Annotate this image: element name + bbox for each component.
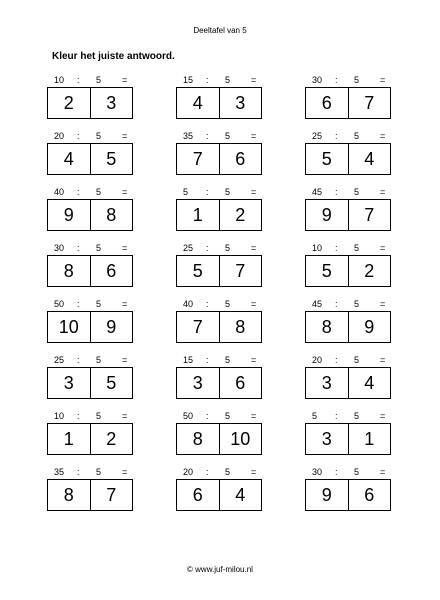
answer-choice[interactable]: 4 xyxy=(348,144,391,174)
division-exercise xyxy=(305,243,391,299)
division-exercise xyxy=(305,411,391,467)
answer-box xyxy=(305,311,391,343)
equals-sign: = xyxy=(251,243,257,253)
answer-choice[interactable]: 1 xyxy=(192,204,203,225)
answer-box xyxy=(47,423,133,455)
divisor: 5 xyxy=(96,187,102,197)
divisor: 5 xyxy=(225,355,231,365)
answer-choice[interactable]: 4 xyxy=(219,480,262,510)
answer-choice[interactable]: 9 xyxy=(321,204,332,225)
answer-box xyxy=(176,199,262,231)
answer-choice[interactable]: 2 xyxy=(219,200,262,230)
equation-row xyxy=(305,75,391,87)
dividend: 40 xyxy=(54,187,65,197)
equals-sign: = xyxy=(380,355,386,365)
equation-row xyxy=(47,467,133,479)
equals-sign: = xyxy=(251,355,257,365)
answer-choice[interactable]: 7 xyxy=(219,256,262,286)
answer-choice[interactable]: 8 xyxy=(219,312,262,342)
answer-box xyxy=(176,87,262,119)
dividend: 20 xyxy=(312,355,323,365)
answer-choice[interactable]: 4 xyxy=(63,148,74,169)
equation-row xyxy=(305,131,391,143)
dividend: 5 xyxy=(312,411,318,421)
answer-choice[interactable]: 5 xyxy=(321,260,332,281)
divisor: 5 xyxy=(225,243,231,253)
dividend: 10 xyxy=(54,75,65,85)
division-exercise xyxy=(176,299,262,355)
equation-row xyxy=(305,411,391,423)
division-exercise xyxy=(176,355,262,411)
answer-box xyxy=(47,199,133,231)
answer-choice[interactable]: 9 xyxy=(90,312,133,342)
answer-box xyxy=(47,479,133,511)
dividend: 45 xyxy=(312,299,323,309)
answer-choice[interactable]: 1 xyxy=(63,428,74,449)
divide-sign: : xyxy=(335,75,338,85)
divisor: 5 xyxy=(96,243,102,253)
equals-sign: = xyxy=(122,187,128,197)
division-exercise xyxy=(176,467,262,523)
dividend: 20 xyxy=(54,131,65,141)
equals-sign: = xyxy=(122,299,128,309)
answer-choice[interactable]: 6 xyxy=(192,484,203,505)
dividend: 35 xyxy=(54,467,65,477)
dividend: 25 xyxy=(312,131,323,141)
answer-choice[interactable]: 3 xyxy=(192,372,203,393)
equals-sign: = xyxy=(380,75,386,85)
division-exercise xyxy=(176,131,262,187)
divide-sign: : xyxy=(206,355,209,365)
divisor: 5 xyxy=(354,75,360,85)
answer-choice[interactable]: 9 xyxy=(63,204,74,225)
dividend: 25 xyxy=(54,355,65,365)
answer-choice[interactable]: 9 xyxy=(321,484,332,505)
equation-row xyxy=(176,467,262,479)
divide-sign: : xyxy=(335,131,338,141)
divide-sign: : xyxy=(206,131,209,141)
equals-sign: = xyxy=(122,411,128,421)
answer-box xyxy=(305,143,391,175)
answer-choice[interactable]: 3 xyxy=(63,372,74,393)
answer-choice[interactable]: 5 xyxy=(192,260,203,281)
answer-choice[interactable]: 4 xyxy=(192,92,203,113)
equals-sign: = xyxy=(251,411,257,421)
answer-choice[interactable]: 6 xyxy=(348,480,391,510)
divide-sign: : xyxy=(206,75,209,85)
equation-row xyxy=(47,187,133,199)
answer-box xyxy=(305,423,391,455)
division-exercise xyxy=(47,299,133,355)
divide-sign: : xyxy=(77,411,80,421)
divide-sign: : xyxy=(77,243,80,253)
answer-choice[interactable]: 3 xyxy=(219,88,262,118)
answer-choice[interactable]: 1 xyxy=(348,424,391,454)
divide-sign: : xyxy=(77,467,80,477)
equals-sign: = xyxy=(251,187,257,197)
dividend: 10 xyxy=(312,243,323,253)
answer-choice[interactable]: 2 xyxy=(90,424,133,454)
divisor: 5 xyxy=(96,131,102,141)
answer-choice[interactable]: 10 xyxy=(58,316,79,337)
divisor: 5 xyxy=(354,355,360,365)
division-exercise xyxy=(47,243,133,299)
divide-sign: : xyxy=(335,355,338,365)
answer-box xyxy=(305,199,391,231)
equation-row xyxy=(305,299,391,311)
division-exercise xyxy=(305,299,391,355)
equals-sign: = xyxy=(251,299,257,309)
answer-choice[interactable]: 9 xyxy=(348,312,391,342)
answer-choice[interactable]: 8 xyxy=(192,428,203,449)
answer-box xyxy=(47,87,133,119)
division-exercise xyxy=(176,243,262,299)
equals-sign: = xyxy=(380,411,386,421)
answer-choice[interactable]: 6 xyxy=(90,256,133,286)
dividend: 40 xyxy=(183,299,194,309)
division-exercise xyxy=(47,411,133,467)
answer-choice[interactable]: 8 xyxy=(63,484,74,505)
answer-choice[interactable]: 6 xyxy=(219,144,262,174)
division-exercise xyxy=(176,75,262,131)
answer-choice[interactable]: 8 xyxy=(90,200,133,230)
divisor: 5 xyxy=(225,411,231,421)
answer-choice[interactable]: 3 xyxy=(90,88,133,118)
answer-choice[interactable]: 10 xyxy=(219,424,262,454)
division-exercise xyxy=(47,75,133,131)
divisor: 5 xyxy=(96,299,102,309)
equals-sign: = xyxy=(122,131,128,141)
answer-choice[interactable]: 4 xyxy=(348,368,391,398)
answer-choice[interactable]: 6 xyxy=(321,92,332,113)
equals-sign: = xyxy=(380,299,386,309)
answer-box xyxy=(47,255,133,287)
divisor: 5 xyxy=(96,75,102,85)
answer-box xyxy=(176,423,262,455)
answer-box xyxy=(176,367,262,399)
equation-row xyxy=(176,187,262,199)
divisor: 5 xyxy=(225,299,231,309)
dividend: 15 xyxy=(183,355,194,365)
division-exercise xyxy=(47,131,133,187)
divisor: 5 xyxy=(225,187,231,197)
divide-sign: : xyxy=(206,467,209,477)
equation-row xyxy=(176,299,262,311)
divisor: 5 xyxy=(354,243,360,253)
dividend: 30 xyxy=(312,75,323,85)
divide-sign: : xyxy=(77,355,80,365)
equation-row xyxy=(176,355,262,367)
division-exercise xyxy=(47,187,133,243)
answer-choice[interactable]: 2 xyxy=(63,92,74,113)
equals-sign: = xyxy=(122,467,128,477)
answer-box xyxy=(47,143,133,175)
division-exercise xyxy=(47,467,133,523)
answer-choice[interactable]: 2 xyxy=(348,256,391,286)
answer-choice[interactable]: 7 xyxy=(348,88,391,118)
equation-row xyxy=(47,131,133,143)
dividend: 10 xyxy=(54,411,65,421)
divide-sign: : xyxy=(335,243,338,253)
answer-box xyxy=(176,255,262,287)
equals-sign: = xyxy=(122,243,128,253)
answer-choice[interactable]: 7 xyxy=(90,480,133,510)
answer-box xyxy=(47,311,133,343)
answer-choice[interactable]: 8 xyxy=(321,316,332,337)
divide-sign: : xyxy=(206,187,209,197)
divide-sign: : xyxy=(335,467,338,477)
equals-sign: = xyxy=(122,75,128,85)
answer-box xyxy=(176,479,262,511)
equation-row xyxy=(47,355,133,367)
divide-sign: : xyxy=(206,243,209,253)
dividend: 30 xyxy=(54,243,65,253)
divisor: 5 xyxy=(96,467,102,477)
divide-sign: : xyxy=(335,187,338,197)
divide-sign: : xyxy=(77,299,80,309)
division-exercise xyxy=(176,411,262,467)
answer-choice[interactable]: 7 xyxy=(348,200,391,230)
equation-row xyxy=(305,187,391,199)
divisor: 5 xyxy=(225,75,231,85)
division-exercise xyxy=(305,75,391,131)
division-exercise xyxy=(305,131,391,187)
divisor: 5 xyxy=(354,187,360,197)
divide-sign: : xyxy=(206,411,209,421)
answer-box xyxy=(305,87,391,119)
division-exercise xyxy=(305,467,391,523)
answer-box xyxy=(176,311,262,343)
equation-row xyxy=(305,467,391,479)
answer-choice[interactable]: 5 xyxy=(90,144,133,174)
answer-choice[interactable]: 3 xyxy=(321,372,332,393)
divide-sign: : xyxy=(206,299,209,309)
answer-choice[interactable]: 8 xyxy=(63,260,74,281)
equation-row xyxy=(47,411,133,423)
divide-sign: : xyxy=(335,299,338,309)
equals-sign: = xyxy=(122,355,128,365)
dividend: 50 xyxy=(183,411,194,421)
divisor: 5 xyxy=(354,131,360,141)
equation-row xyxy=(305,355,391,367)
equals-sign: = xyxy=(380,187,386,197)
equation-row xyxy=(176,411,262,423)
equation-row xyxy=(47,243,133,255)
divisor: 5 xyxy=(96,355,102,365)
division-exercise xyxy=(176,187,262,243)
divide-sign: : xyxy=(335,411,338,421)
divide-sign: : xyxy=(77,131,80,141)
equals-sign: = xyxy=(251,75,257,85)
dividend: 25 xyxy=(183,243,194,253)
divisor: 5 xyxy=(225,467,231,477)
answer-choice[interactable]: 3 xyxy=(321,428,332,449)
answer-box xyxy=(176,143,262,175)
answer-box xyxy=(305,479,391,511)
equation-row xyxy=(176,131,262,143)
divisor: 5 xyxy=(354,299,360,309)
equation-row xyxy=(176,243,262,255)
answer-choice[interactable]: 6 xyxy=(219,368,262,398)
equals-sign: = xyxy=(380,243,386,253)
answer-choice[interactable]: 5 xyxy=(321,148,332,169)
divide-sign: : xyxy=(77,75,80,85)
answer-box xyxy=(47,367,133,399)
exercise-grid xyxy=(47,75,391,523)
answer-box xyxy=(305,255,391,287)
division-exercise xyxy=(47,355,133,411)
divisor: 5 xyxy=(96,411,102,421)
dividend: 30 xyxy=(312,467,323,477)
division-exercise xyxy=(305,187,391,243)
footer-copyright: © www.juf-milou.nl xyxy=(187,565,253,574)
divisor: 5 xyxy=(354,467,360,477)
equation-row xyxy=(305,243,391,255)
division-exercise xyxy=(305,355,391,411)
equation-row xyxy=(47,75,133,87)
equals-sign: = xyxy=(380,131,386,141)
dividend: 15 xyxy=(183,75,194,85)
dividend: 50 xyxy=(54,299,65,309)
answer-choice[interactable]: 7 xyxy=(192,316,203,337)
equation-row xyxy=(176,75,262,87)
answer-box xyxy=(305,367,391,399)
divisor: 5 xyxy=(354,411,360,421)
dividend: 45 xyxy=(312,187,323,197)
dividend: 35 xyxy=(183,131,194,141)
equals-sign: = xyxy=(251,467,257,477)
divide-sign: : xyxy=(77,187,80,197)
dividend: 5 xyxy=(183,187,189,197)
equals-sign: = xyxy=(380,467,386,477)
answer-choice[interactable]: 7 xyxy=(192,148,203,169)
answer-choice[interactable]: 5 xyxy=(90,368,133,398)
instruction-text: Kleur het juiste antwoord. xyxy=(52,51,175,62)
equals-sign: = xyxy=(251,131,257,141)
dividend: 20 xyxy=(183,467,194,477)
page-title: Deeltafel van 5 xyxy=(193,26,247,35)
divisor: 5 xyxy=(225,131,231,141)
equation-row xyxy=(47,299,133,311)
